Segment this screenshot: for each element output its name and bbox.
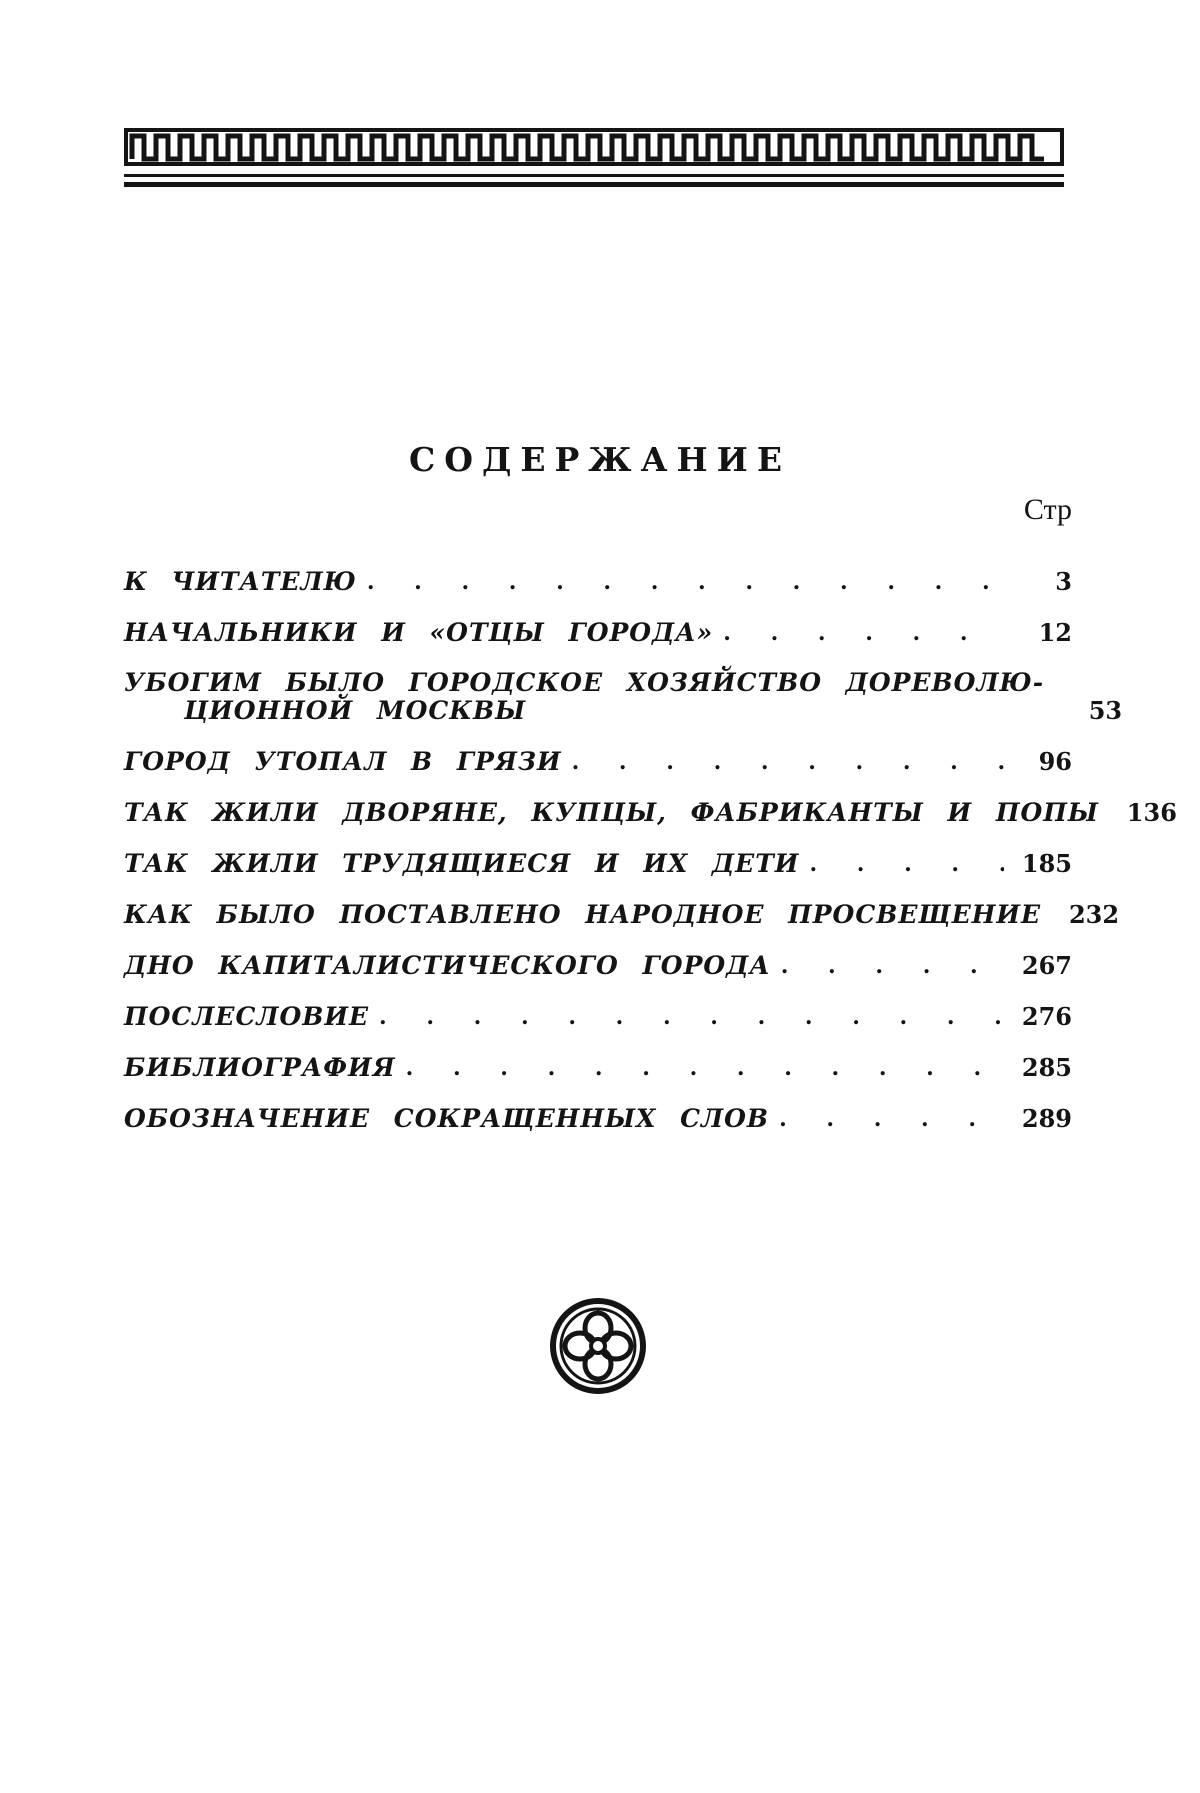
- quatrefoil-ornament: [550, 1298, 646, 1394]
- toc-entry-title: КАК БЫЛО ПОСТАВЛЕНО НАРОДНОЕ ПРОСВЕЩЕНИЕ: [124, 900, 1042, 929]
- toc-entry: [124, 980, 1072, 1031]
- toc-entry-page: 267: [1021, 951, 1072, 980]
- toc-entry: [124, 1082, 1072, 1133]
- toc-entry: [124, 596, 1072, 647]
- toc-entry-title: БИБЛИОГРАФИЯ: [124, 1053, 396, 1082]
- toc-leader-dots: [799, 850, 1004, 878]
- toc-entry-title-line1: УБОГИМ БЫЛО ГОРОДСКОЕ ХОЗЯЙСТВО ДОРЕВОЛЮ-: [124, 668, 1045, 697]
- toc-entry-page: 276: [1021, 1002, 1072, 1031]
- toc-entry: [124, 827, 1072, 878]
- toc-entry: [124, 1031, 1072, 1082]
- toc-entry-page: 232: [1068, 900, 1120, 929]
- toc-entry-title: ПОСЛЕСЛОВИЕ: [124, 1002, 370, 1031]
- toc-entry-title: НАЧАЛЬНИКИ И «ОТЦЫ ГОРОДА»: [124, 618, 714, 647]
- toc-entry: [124, 776, 1177, 827]
- toc-entry: [124, 545, 1072, 596]
- toc-entry-page: 136: [1126, 798, 1177, 827]
- toc-leader-dots: [1041, 901, 1051, 929]
- toc-entry: [124, 647, 1123, 725]
- toc-list: [124, 545, 1177, 1133]
- toc-leader-dots: [769, 1105, 1004, 1133]
- toc-title: СОДЕРЖАНИЕ: [408, 440, 791, 479]
- toc-entry-page: 289: [1021, 1104, 1072, 1133]
- toc-entry-title: ГОРОД УТОПАЛ В ГРЯЗИ: [124, 747, 562, 776]
- toc-entry-page: 285: [1021, 1053, 1072, 1082]
- toc-leader-dots: [396, 1054, 1004, 1082]
- toc-entry-title-line2: ЦИОННОЙ МОСКВЫ: [184, 696, 527, 725]
- toc-leader-dots: [369, 1003, 1004, 1031]
- toc-entry-title: К ЧИТАТЕЛЮ: [124, 567, 357, 596]
- toc-entry-title: ТАК ЖИЛИ ТРУДЯЩИЕСЯ И ИХ ДЕТИ: [124, 849, 800, 878]
- toc-entry-page: 185: [1021, 849, 1072, 878]
- page-column-label: Стр: [1023, 493, 1072, 526]
- quatrefoil-icon: [550, 1298, 646, 1394]
- toc-entry-title: ОБОЗНАЧЕНИЕ СОКРАЩЕННЫХ СЛОВ: [124, 1104, 770, 1133]
- toc-leader-dots: [1044, 697, 1054, 725]
- toc-leader-dots: [713, 619, 1004, 647]
- toc-entry-title: ДНО КАПИТАЛИСТИЧЕСКОГО ГОРОДА: [124, 951, 771, 980]
- toc-leader-dots: [771, 952, 1004, 980]
- greek-key-border-graphic: [124, 128, 1064, 190]
- toc-leader-dots: [357, 568, 1004, 596]
- toc-entry: [124, 878, 1120, 929]
- greek-key-border: [124, 128, 1064, 190]
- toc-entry-page: 12: [1038, 618, 1072, 647]
- toc-entry-title: [124, 669, 1044, 725]
- toc-entry-page: 96: [1038, 747, 1072, 776]
- toc-entry: [124, 725, 1072, 776]
- toc-leader-dots: [562, 748, 1004, 776]
- toc-entry-page: 3: [1055, 567, 1072, 596]
- toc-entry-title: ТАК ЖИЛИ ДВОРЯНЕ, КУПЦЫ, ФАБРИКАНТЫ И ПОПЫ: [124, 798, 1099, 827]
- toc-entry-page: 53: [1088, 696, 1123, 725]
- toc-entry: [124, 929, 1072, 980]
